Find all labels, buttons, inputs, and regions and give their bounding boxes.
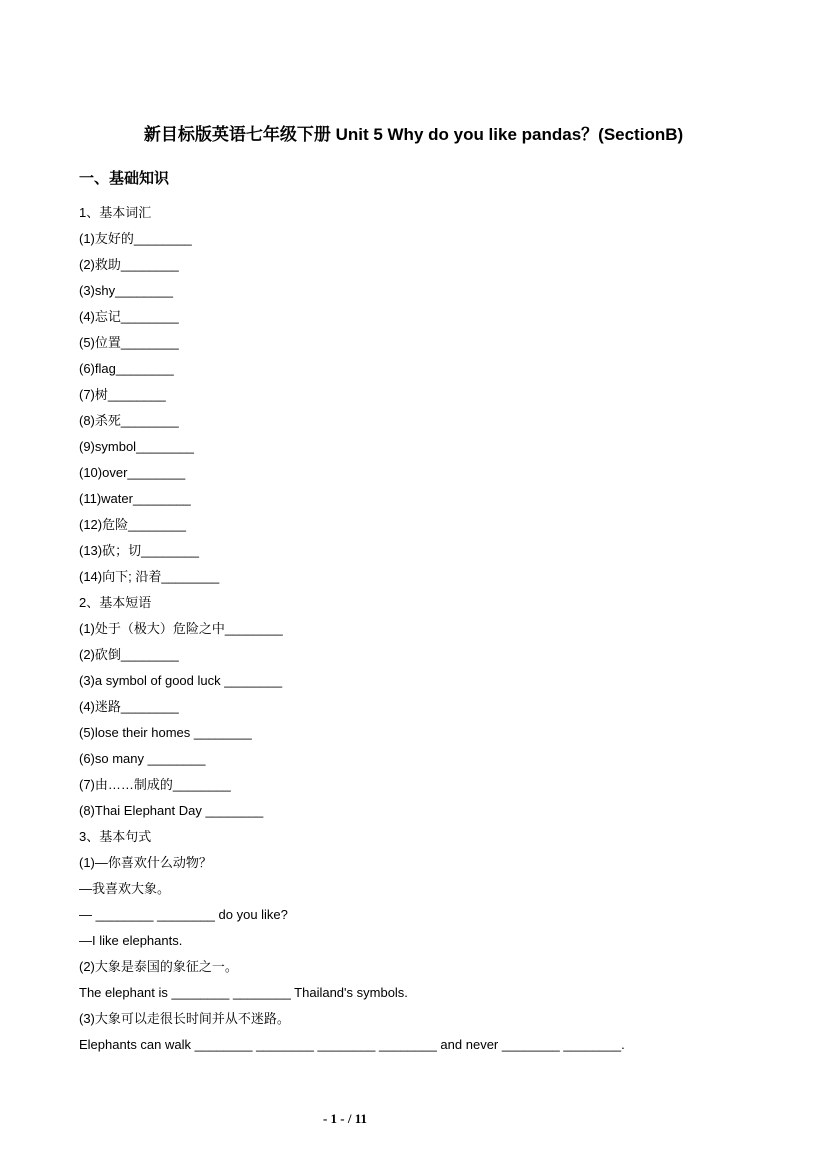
sentence-item: (1)—你喜欢什么动物？ <box>79 855 212 870</box>
sentence-item: —I like elephants. <box>79 933 183 948</box>
page-number: - 1 - / 11 <box>322 1111 368 1126</box>
sentence-heading: 3、基本句式 <box>79 829 152 844</box>
vocab-item: (13)砍；切________ <box>79 543 199 558</box>
vocab-item: (4)忘记________ <box>79 309 179 324</box>
phrase-item: (8)Thai Elephant Day ________ <box>79 803 264 818</box>
phrase-item: (2)砍倒________ <box>79 647 179 662</box>
vocab-item: (3)shy________ <box>79 283 173 298</box>
vocab-item: (1)友好的________ <box>79 231 192 246</box>
vocab-item: (2)救助________ <box>79 257 179 272</box>
sentence-item: (2)大象是泰国的象征之一。 <box>79 959 238 974</box>
sentence-item: The elephant is ________ ________ Thailand's symbols. <box>79 985 408 1000</box>
vocab-item: (6)flag________ <box>79 361 174 376</box>
sentence-item: (3)大象可以走很长时间并从不迷路。 <box>79 1011 290 1026</box>
vocab-item: (5)位置________ <box>79 335 179 350</box>
vocab-heading: 1、基本词汇 <box>79 205 152 220</box>
phrase-item: (7)由……制成的________ <box>79 777 231 792</box>
vocab-item: (9)symbol________ <box>79 439 194 454</box>
sentence-item: — ________ ________ do you like? <box>79 907 288 922</box>
phrase-item: (1)处于（极大）危险之中________ <box>79 621 283 636</box>
section-heading: 一、基础知识 <box>79 170 170 187</box>
vocab-item: (14)向下; 沿着________ <box>79 569 220 584</box>
phrase-item: (5)lose their homes ________ <box>79 725 252 740</box>
sentence-item: Elephants can walk ________ ________ ________ ________ and never ________ ________. <box>79 1037 625 1052</box>
document-title: 新目标版英语七年级下册 Unit 5 Why do you like pandas？(SectionB) <box>143 125 684 144</box>
vocab-item: (7)树________ <box>79 387 166 402</box>
vocab-item: (8)杀死________ <box>79 413 179 428</box>
sentence-item: —我喜欢大象。 <box>79 881 171 896</box>
phrase-item: (6)so many ________ <box>79 751 206 766</box>
phrase-item: (4)迷路________ <box>79 699 179 714</box>
vocab-item: (10)over________ <box>79 465 186 480</box>
phrase-item: (3)a symbol of good luck ________ <box>79 673 283 688</box>
vocab-item: (11)water________ <box>79 491 191 506</box>
phrase-heading: 2、基本短语 <box>79 595 152 610</box>
worksheet-body <box>79 200 759 1058</box>
vocab-item: (12)危险________ <box>79 517 186 532</box>
